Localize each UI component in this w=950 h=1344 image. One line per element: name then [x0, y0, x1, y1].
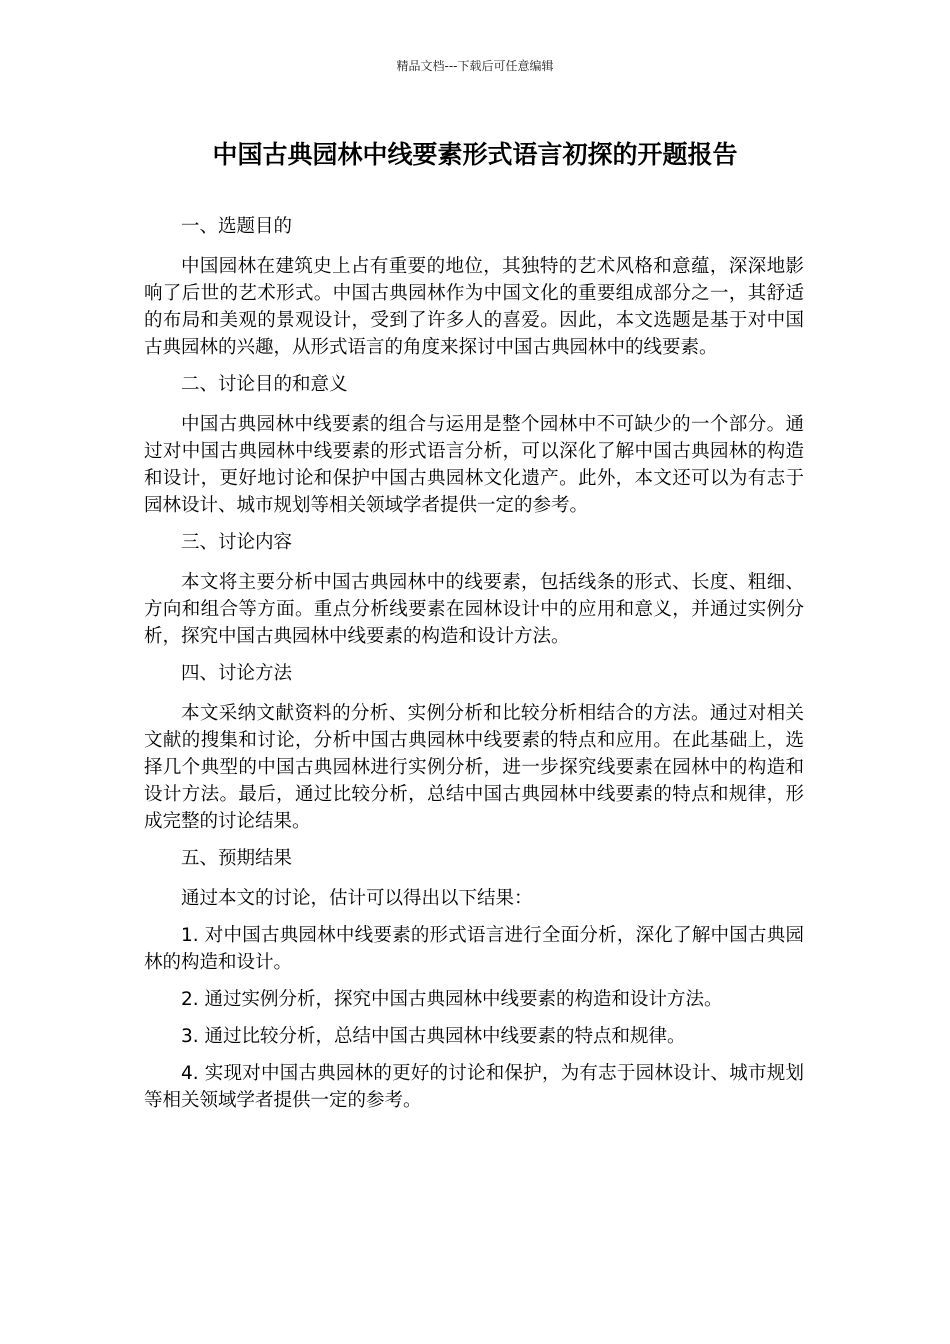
section-heading-method: 四、讨论方法 — [181, 663, 293, 684]
section-heading-expected-results: 五、预期结果 — [181, 848, 293, 869]
result-list-item: 1. 对中国古典园林中线要素的形式语言进行全面分析，深化了解中国古典园林的构造和设计。 — [144, 925, 804, 973]
header-watermark: 精品文档---下载后可任意编辑 — [396, 59, 554, 73]
section-paragraph: 通过本文的讨论，估计可以得出以下结果： — [181, 888, 533, 909]
result-list-item: 3. 通过比较分析，总结中国古典园林中线要素的特点和规律。 — [181, 1026, 686, 1047]
section-paragraph: 本文将主要分析中国古典园林中的线要素，包括线条的形式、长度、粗细、方向和组合等方面。重点分析线要素在园林设计中的应用和意义，并通过实例分析，探究中国古典园林中线要素的构造和设计方法。 — [144, 572, 804, 647]
section-heading-purpose: 一、选题目的 — [181, 216, 293, 237]
section-paragraph: 中国园林在建筑史上占有重要的地位，其独特的艺术风格和意蕴，深深地影响了后世的艺术形式。中国古典园林作为中国文化的重要组成部分之一，其舒适的布局和美观的景观设计，受到了许多人的喜爱。因此，本文选题是基于对中国古典园林的兴趣，从形式语言的角度来探讨中国古典园林中的线要素。 — [144, 256, 804, 358]
document-body — [144, 213, 804, 1124]
section-heading-content: 三、讨论内容 — [181, 532, 293, 553]
result-list-item: 4. 实现对中国古典园林的更好的讨论和保护，为有志于园林设计、城市规划等相关领域学者提供一定的参考。 — [144, 1063, 804, 1111]
section-heading-significance: 二、讨论目的和意义 — [181, 374, 348, 395]
section-paragraph: 中国古典园林中线要素的组合与运用是整个园林中不可缺少的一个部分。通过对中国古典园林中线要素的形式语言分析，可以深化了解中国古典园林的构造和设计，更好地讨论和保护中国古典园林文化遗产。此外，本文还可以为有志于园林设计、城市规划等相关领域学者提供一定的参考。 — [144, 414, 804, 516]
document-title: 中国古典园林中线要素形式语言初探的开题报告 — [212, 140, 738, 169]
result-list-item: 2. 通过实例分析，探究中国古典园林中线要素的构造和设计方法。 — [181, 989, 723, 1010]
section-paragraph: 本文采纳文献资料的分析、实例分析和比较分析相结合的方法。通过对相关文献的搜集和讨论，分析中国古典园林中线要素的特点和应用。在此基础上，选择几个典型的中国古典园林进行实例分析，进一步探究线要素在园林中的构造和设计方法。最后，通过比较分析，总结中国古典园林中线要素的特点和规律，形成完整的讨论结果。 — [144, 703, 804, 832]
